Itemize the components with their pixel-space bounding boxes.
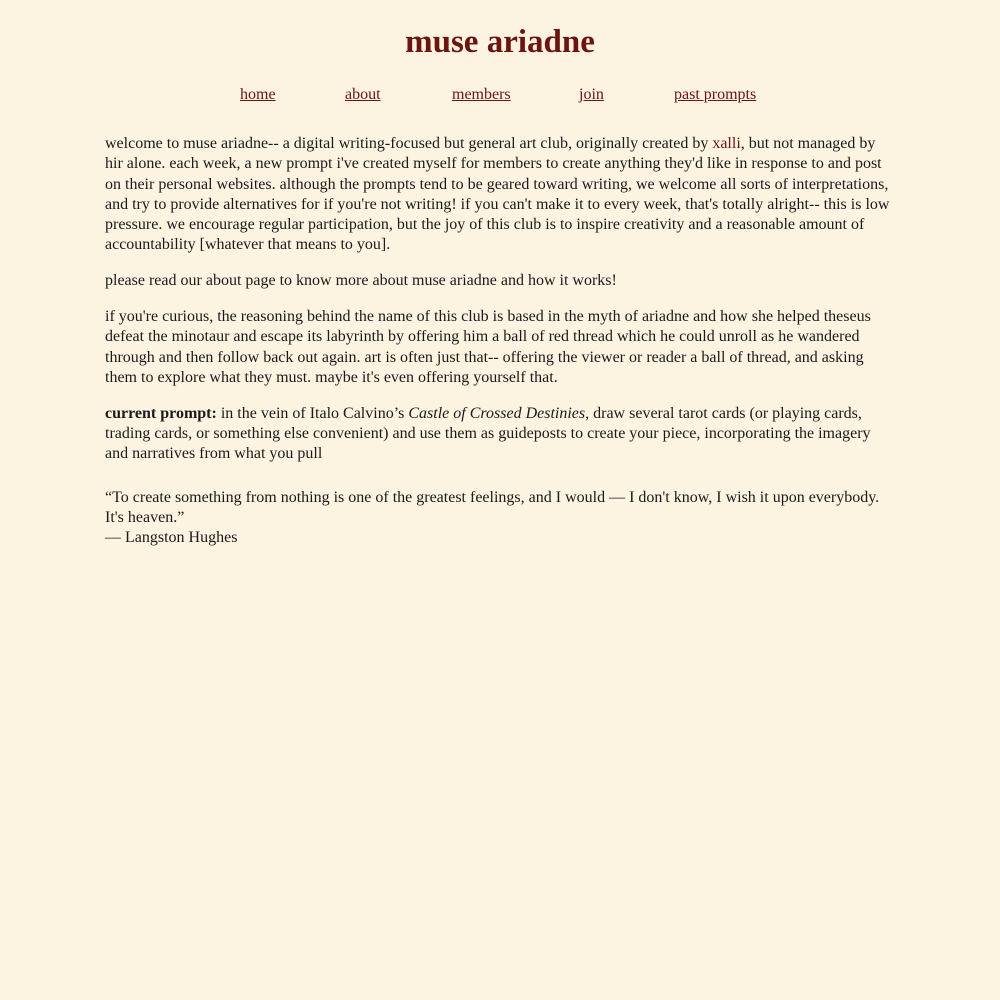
quote-block	[105, 488, 897, 549]
creator-link[interactable]: xalli	[712, 135, 741, 152]
intro-text-end: , but not managed by hir alone. each week, a new prompt i've created myself for members to create anything they'd like in response to and post on their personal websites. although the prompts tend to be geared toward writing, we welcome all sorts of interpretations, and try to provide alternatives for if you're not writing! if you can't make it to every week, that's totally alright-- this is low pressure. we encourage regular participation, but the joy of this club is to inspire creativity and a reasonable amount of accountability [whatever that means to you].	[105, 135, 890, 254]
quote-text: “To create something from nothing is one of the greatest feelings, and I would — I don't know, I wish it upon everybody. It's heaven.”	[105, 488, 880, 526]
nav-link-home[interactable]: home	[240, 86, 276, 103]
intro-text-start: welcome to muse ariadne-- a digital writing-focused but general art club, originally created by	[105, 135, 713, 152]
intro-paragraph	[105, 134, 897, 256]
prompt-label: current prompt:	[105, 404, 217, 422]
about-note: please read our about page to know more about muse ariadne and how it works!	[105, 272, 617, 290]
nav-link-join[interactable]: join	[579, 86, 604, 103]
site-title: muse ariadne	[405, 24, 595, 60]
nav-link-members[interactable]: members	[452, 86, 511, 103]
current-prompt	[105, 404, 897, 465]
nav-link-past-prompts[interactable]: past prompts	[674, 86, 757, 103]
name-origin-paragraph: if you're curious, the reasoning behind the name of this club is based in the myth of ariadne and how she helped theseus defeat the minotaur and escape its labyrinth by offering him a ball of red thread which he could unroll as he wandered through and then follow back out again. art is often just that-- offering the viewer or reader a ball of thread, and asking them to explore what they must. maybe it's even offering yourself that.	[105, 308, 871, 386]
main-nav	[0, 86, 1000, 110]
prompt-book-title: Castle of Crossed Destinies	[408, 404, 586, 422]
prompt-text-end: , draw several tarot cards (or playing cards, trading cards, or something else convenient) and use them as guideposts to create your piece, incorporating the imagery and narratives from what you pull	[105, 404, 871, 463]
main-content	[105, 134, 897, 549]
quote-attribution: — Langston Hughes	[105, 529, 238, 547]
nav-link-about[interactable]: about	[345, 86, 381, 103]
prompt-text-start: in the vein of Italo Calvino’s	[216, 404, 409, 422]
